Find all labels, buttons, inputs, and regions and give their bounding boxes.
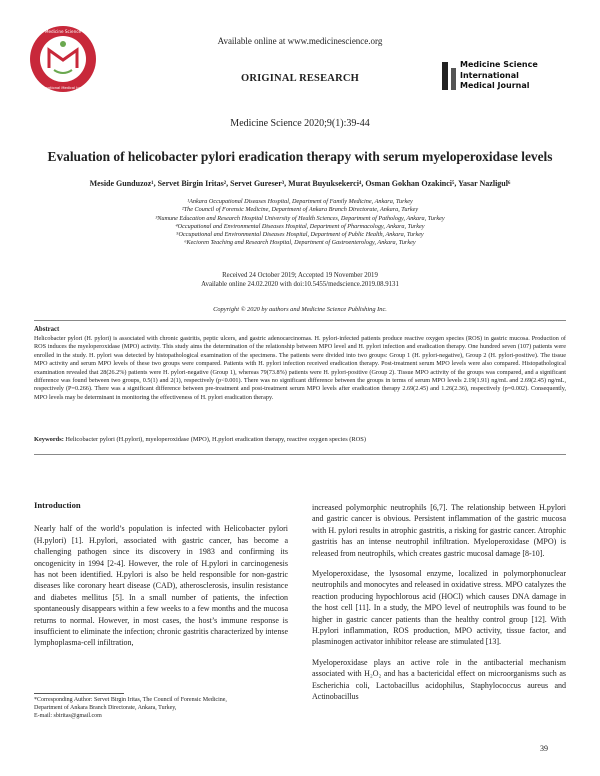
footnote-line: *Corresponding Author: Servet Birgin Iritas, The Council of Forensic Medicine,: [34, 697, 227, 703]
svg-text:International Medical Journal: International Medical Journal: [37, 86, 89, 90]
journal-mark-icon: [440, 60, 460, 92]
received-date: Received 24 October 2019; Accepted 19 November 2019: [222, 272, 378, 279]
keywords: [34, 436, 566, 443]
journal-name-line3: Medical Journal: [460, 81, 530, 90]
affiliation-list: [40, 198, 560, 248]
footnote-rule: [34, 693, 124, 694]
body-paragraph: increased polymorphic neutrophils [6,7]. The relationship between H.pylori and gastric cancer is obvious. Persistent inflammation of the gastric mucosa with H. pylori results in atrophic gastritis, a risking for gastric cancer. Atrophic gastritis has an intense neutrophil infiltration. Myeloperoxidase (MPO) is released from neutrophils, which creates gastric mucosal damage [8-10].: [312, 503, 566, 558]
page-number: 39: [540, 744, 548, 753]
introduction-heading: Introduction: [34, 500, 81, 510]
abstract-heading: Abstract: [34, 326, 60, 333]
journal-name: [460, 60, 570, 92]
abstract-text: Helicobacter pylori (H. pylori) is associated with chronic gastritis, peptic ulcers, and gastric adenocarcinomas. H. pylori-infected patients produce reactive oxygen species (ROS) in gastric mucosa. Production of ROS induces the myeloperoxidase (MPO) activity. This study aims the determination of the relationship between MPO level and H. pylori infection and eradication therapy. One hundred seven (107) patients were enrolled in the study. H. pylori was detected by histopathological examination of the specimens. The patients were divided into two groups: Group 1 (H. pylori-negative), Group 2 (H. pylori-positive). The tissue MPO activity and serum MPO levels of these two groups were compared. Patients with H. pylori infection received eradication therapy. Post-treatment serum MPO levels were also compared. Histopathological examination revealed that 28(26.2%) patients were H. pylori-negative (Group 1), whereas 79(73.8%) patients were H. pylori-positive (Group 2). Tissue MPO activity of the groups was compared, and a significant difference was found between two groups, 0.5(1) and 2(1), respectively (p<0.001). There was no significant difference between the groups in terms of serum MPO levels 2.19(1.91) ng/mL and 2.69(2.45) ng/mL, respectively (P=0.266). There was a significant difference between pre-treatment and post-treatment serum MPO levels after eradication therapy 2.69(2.45) and 1.26(2.36), respectively (p=0.002). Consequently, MPO levels may be determinant in monitoring the effectiveness of H. pylori eradication therapy.: [34, 335, 566, 401]
online-date: Available online 24.02.2020 with doi:10.5455/medscience.2019.08.9131: [201, 280, 399, 288]
affiliation: ¹Ankara Occupational Diseases Hospital, Department of Family Medicine, Ankara, Turkey: [187, 198, 413, 205]
footnote-email: E-mail: sbiritas@gmail.com: [34, 712, 102, 719]
keywords-text: Helicobacter pylori (H.pylori), myeloperoxidase (MPO), H.pylori eradication therapy, reactive oxygen species (ROS): [63, 436, 366, 443]
affiliation: ⁶Kecioren Teaching and Research Hospital, Department of Gastroenterology, Ankara, Turkey: [184, 239, 416, 247]
affiliation: ⁴Occupational and Environmental Diseases Hospital, Department of Pharmacology, Ankara, Turkey: [175, 222, 425, 230]
author-list: Meside Gunduzoz¹, Servet Birgin Iritas², Servet Gureser³, Murat Buyuksekerci⁴, Osman Gokhan Ozakinci⁵, Yasar Nazligul⁶: [89, 179, 511, 188]
footnote-line: Department of Ankara Branch Directorate, Ankara, Turkey,: [34, 704, 177, 711]
body-paragraph: Myeloperoxidase plays an active role in the antibacterial mechanism associated with H₂O₂ and has a bactericidal effect on microorganisms such as Escherichia coli, Lactobacillus acidophilus, Staphylococcus aureus and Actinobacillus: [312, 657, 566, 702]
keywords-label: Keywords:: [34, 436, 64, 443]
abstract-top-rule: [34, 320, 566, 321]
article-dates: [40, 272, 560, 289]
affiliation: ⁵Occupational and Environmental Diseases Hospital, Department of Public Health, Ankara, Turkey: [176, 231, 424, 239]
body-paragraph: Nearly half of the world’s population is infected with Helicobacter pylori (H.pylori) [1]. H.pylori, associated with gastric cancer, has become a challenging pathogen since its discovery in 1983 and confirming its oncogenicity in 1994 [2-4]. However, the role of H.pylori in carcinogenesis has not been identified. H.pylori is also be held responsible for non-gastric diseases like coronary heart disease (CAD), atherosclerosis, insulin resistance and diabetes mellitus [5]. In a small number of patients, the infection spontaneously disappears within a few weeks to a few months and the mucosa returns to normal. However, in most cases, the host’s immune response is insufficient to eliminate the infection; chronic gastritis characterized by intense lymphoplasma-cell infiltration,: [34, 524, 288, 648]
affiliation: ³Numune Education and Research Hospital University of Health Sciences, Department of Pathology, Ankara, Turkey: [155, 214, 445, 222]
citation: Medicine Science 2020;9(1):39-44: [230, 118, 370, 129]
affiliation: ²The Council of Forensic Medicine, Department of Ankara Branch Directorate, Ankara, Turkey: [181, 206, 419, 214]
journal-name-line2: International: [460, 70, 519, 80]
article-title: Evaluation of helicobacter pylori eradication therapy with serum myeloperoxidase levels: [47, 149, 553, 164]
body-right-column: [312, 502, 566, 712]
journal-name-line1: Medicine Science: [460, 60, 538, 69]
body-left-column: [34, 500, 288, 658]
svg-text:Medicine Science: Medicine Science: [44, 29, 82, 34]
article-type: ORIGINAL RESEARCH: [240, 73, 360, 84]
body-paragraph: Myeloperoxidase, the lysosomal enzyme, localized in polymorphonuclear neutrophils and monocytes and released in oxidative stress. MPO catalyzes the reaction producing hypochlorous acid (HOCl) which causes DNA damage in the host cell [11]. In a study, the MPO level of neutrophils was found to be higher in gastric cancer patients than the healthy control group [12]. With H.pylori inflammation, ROS production, MPO activity, tissue factor, and plasminogen activator inhibitor release are stimulated [13].: [312, 569, 566, 647]
copyright-notice: Copyright © 2020 by authors and Medicine Science Publishing Inc.: [213, 306, 387, 313]
keywords-bottom-rule: [34, 454, 566, 455]
corresponding-author-footnote: [34, 697, 284, 720]
available-online-text: Available online at www.medicinescience.org: [217, 36, 383, 46]
